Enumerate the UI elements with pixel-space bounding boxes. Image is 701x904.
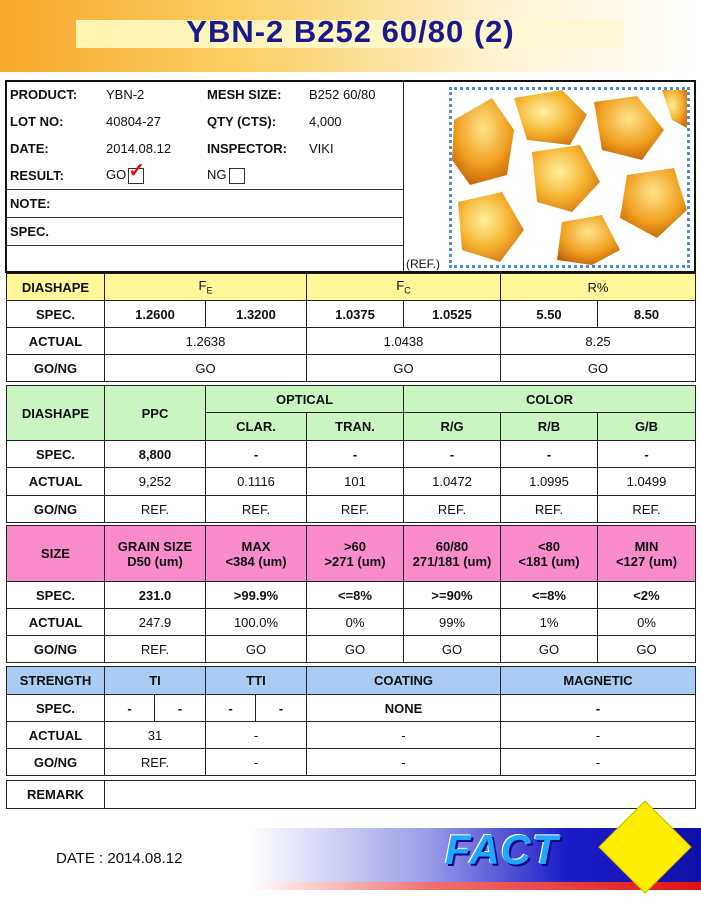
spec-label: SPEC.	[7, 582, 105, 609]
rb-spec: -	[501, 441, 598, 468]
result-label: RESULT:	[10, 168, 64, 183]
date-label: DATE:	[10, 141, 49, 156]
inspector-value: VIKI	[309, 141, 334, 156]
spec-label: SPEC.	[7, 441, 105, 468]
r-gong: GO	[501, 355, 696, 382]
6080-line2: 271/181 (um)	[412, 553, 492, 569]
fc-label: F	[396, 278, 405, 294]
6080-spec: >=90%	[404, 582, 501, 609]
rb-gong: REF.	[501, 496, 598, 523]
ti-actual: 31	[105, 722, 206, 749]
check-mark-icon: ✓	[128, 159, 145, 182]
date-value: 2014.08.12	[106, 141, 172, 156]
actual-label: ACTUAL	[7, 328, 105, 355]
go-label: GO	[106, 167, 127, 183]
ti-spec-max: -	[155, 695, 206, 722]
fact-logo: FACT	[445, 826, 559, 873]
lot-no-value: 40804-27	[106, 114, 161, 129]
grain-size-header	[105, 526, 206, 582]
ti-header: TI	[105, 667, 206, 695]
min-line1: MIN	[634, 538, 659, 554]
rg-actual: 1.0472	[404, 468, 501, 496]
coating-header: COATING	[307, 667, 501, 695]
magnetic-header: MAGNETIC	[501, 667, 696, 695]
optical-color-table	[6, 385, 696, 523]
footer-date: DATE : 2014.08.12	[56, 850, 183, 867]
grain-size-line1: GRAIN SIZE	[117, 538, 193, 554]
ppc-actual: 9,252	[105, 468, 206, 496]
ng-checkbox[interactable]	[229, 168, 245, 184]
gt60-actual: 0%	[307, 609, 404, 636]
gt60-spec: <=8%	[307, 582, 404, 609]
result-ng	[203, 162, 305, 190]
min-header	[598, 526, 696, 582]
min-gong: GO	[598, 636, 696, 663]
fc-sub: C	[404, 285, 411, 296]
spec-label: SPEC.	[7, 301, 105, 328]
tti-header: TTI	[206, 667, 307, 695]
gb-spec: -	[598, 441, 696, 468]
tti-spec-min: -	[206, 695, 256, 722]
r-spec-min: 5.50	[501, 301, 598, 328]
max-actual: 100.0%	[206, 609, 307, 636]
magnetic-actual: -	[501, 722, 696, 749]
ref-label: (REF.)	[406, 257, 440, 271]
max-gong: GO	[206, 636, 307, 663]
magnetic-spec: -	[501, 695, 696, 722]
remark-label: REMARK	[7, 781, 105, 809]
tti-actual: -	[206, 722, 307, 749]
actual-label: ACTUAL	[7, 722, 105, 749]
result-go	[102, 159, 203, 190]
fe-header	[105, 274, 307, 301]
diamond-crystals-image	[452, 90, 687, 265]
fc-actual: 1.0438	[307, 328, 501, 355]
fe-spec-max: 1.3200	[206, 301, 307, 328]
ppc-gong: REF.	[105, 496, 206, 523]
fc-gong: GO	[307, 355, 501, 382]
gong-label: GO/NG	[7, 749, 105, 776]
tti-spec-max: -	[256, 695, 307, 722]
tran-header: TRAN.	[307, 413, 404, 441]
lt80-header	[501, 526, 598, 582]
max-spec: >99.9%	[206, 582, 307, 609]
tran-gong: REF.	[307, 496, 404, 523]
fe-label: F	[198, 278, 207, 294]
rb-header: R/B	[501, 413, 598, 441]
fe-sub: E	[206, 285, 213, 296]
info-table	[6, 81, 403, 245]
ppc-header: PPC	[105, 386, 206, 441]
grain-gong: REF.	[105, 636, 206, 663]
max-line1: MAX	[241, 538, 271, 554]
coating-gong: -	[307, 749, 501, 776]
spec-divider	[6, 245, 403, 246]
lt80-line1: <80	[537, 538, 561, 554]
6080-actual: 99%	[404, 609, 501, 636]
lot-no-label: LOT NO:	[10, 114, 64, 129]
mesh-size-value: B252 60/80	[309, 87, 376, 102]
r-actual: 8.25	[501, 328, 696, 355]
spec-label: SPEC.	[6, 218, 403, 246]
6080-gong: GO	[404, 636, 501, 663]
spec-label: SPEC.	[7, 695, 105, 722]
grain-actual: 247.9	[105, 609, 206, 636]
6080-line1: 60/80	[435, 538, 469, 554]
min-spec: <2%	[598, 582, 696, 609]
footer-red-band	[250, 882, 701, 890]
r-spec-max: 8.50	[598, 301, 696, 328]
clar-actual: 0.1116	[206, 468, 307, 496]
fe-gong: GO	[105, 355, 307, 382]
info-divider	[403, 81, 404, 272]
gb-gong: REF.	[598, 496, 696, 523]
tti-gong: -	[206, 749, 307, 776]
6080-header	[404, 526, 501, 582]
ti-spec-min: -	[105, 695, 155, 722]
clar-header: CLAR.	[206, 413, 307, 441]
grain-size-line2: D50 (um)	[127, 553, 183, 569]
fc-spec-max: 1.0525	[404, 301, 501, 328]
rg-gong: REF.	[404, 496, 501, 523]
qty-value: 4,000	[309, 114, 342, 129]
ppc-spec: 8,800	[105, 441, 206, 468]
coating-spec: NONE	[307, 695, 501, 722]
min-actual: 0%	[598, 609, 696, 636]
gong-label: GO/NG	[7, 355, 105, 382]
fe-spec-min: 1.2600	[105, 301, 206, 328]
gt60-header	[307, 526, 404, 582]
optical-header: OPTICAL	[206, 386, 404, 413]
diashape-header-2: DIASHAPE	[7, 386, 105, 441]
rb-actual: 1.0995	[501, 468, 598, 496]
size-table	[6, 525, 696, 663]
gt60-line2: >271 (um)	[324, 553, 386, 569]
lt80-gong: GO	[501, 636, 598, 663]
product-label: PRODUCT:	[10, 87, 78, 102]
note-label: NOTE:	[6, 190, 403, 218]
gb-header: G/B	[598, 413, 696, 441]
reference-photo	[449, 87, 690, 268]
gong-label: GO/NG	[7, 636, 105, 663]
size-header: SIZE	[7, 526, 105, 582]
diashape-header: DIASHAPE	[7, 274, 105, 301]
max-line2: <384 (um)	[225, 553, 287, 569]
tran-actual: 101	[307, 468, 404, 496]
ti-gong: REF.	[105, 749, 206, 776]
go-checkbox[interactable]	[128, 159, 145, 184]
strength-table	[6, 666, 696, 776]
clar-spec: -	[206, 441, 307, 468]
fe-actual: 1.2638	[105, 328, 307, 355]
qty-label: QTY (CTS):	[207, 114, 277, 129]
clar-gong: REF.	[206, 496, 307, 523]
grain-spec: 231.0	[105, 582, 206, 609]
mesh-size-label: MESH SIZE:	[207, 87, 282, 102]
fc-header	[307, 274, 501, 301]
gt60-gong: GO	[307, 636, 404, 663]
r-header: R%	[501, 274, 696, 301]
rg-spec: -	[404, 441, 501, 468]
fe-fc-table	[6, 273, 696, 382]
tran-spec: -	[307, 441, 404, 468]
max-header	[206, 526, 307, 582]
product-value: YBN-2	[106, 87, 145, 102]
gt60-line1: >60	[343, 538, 367, 554]
magnetic-gong: -	[501, 749, 696, 776]
lt80-actual: 1%	[501, 609, 598, 636]
inspector-label: INSPECTOR:	[207, 141, 287, 156]
remark-value	[105, 781, 696, 809]
remark-table	[6, 780, 696, 809]
min-line2: <127 (um)	[615, 553, 678, 569]
lt80-line2: <181 (um)	[518, 553, 580, 569]
note-divider	[6, 217, 403, 218]
actual-label: ACTUAL	[7, 468, 105, 496]
gong-label: GO/NG	[7, 496, 105, 523]
gb-actual: 1.0499	[598, 468, 696, 496]
page-title: YBN-2 B252 60/80 (2)	[186, 14, 515, 49]
fc-spec-min: 1.0375	[307, 301, 404, 328]
rg-header: R/G	[404, 413, 501, 441]
ng-label: NG	[207, 167, 227, 183]
lt80-spec: <=8%	[501, 582, 598, 609]
color-header: COLOR	[404, 386, 696, 413]
coating-actual: -	[307, 722, 501, 749]
actual-label: ACTUAL	[7, 609, 105, 636]
strength-header: STRENGTH	[7, 667, 105, 695]
